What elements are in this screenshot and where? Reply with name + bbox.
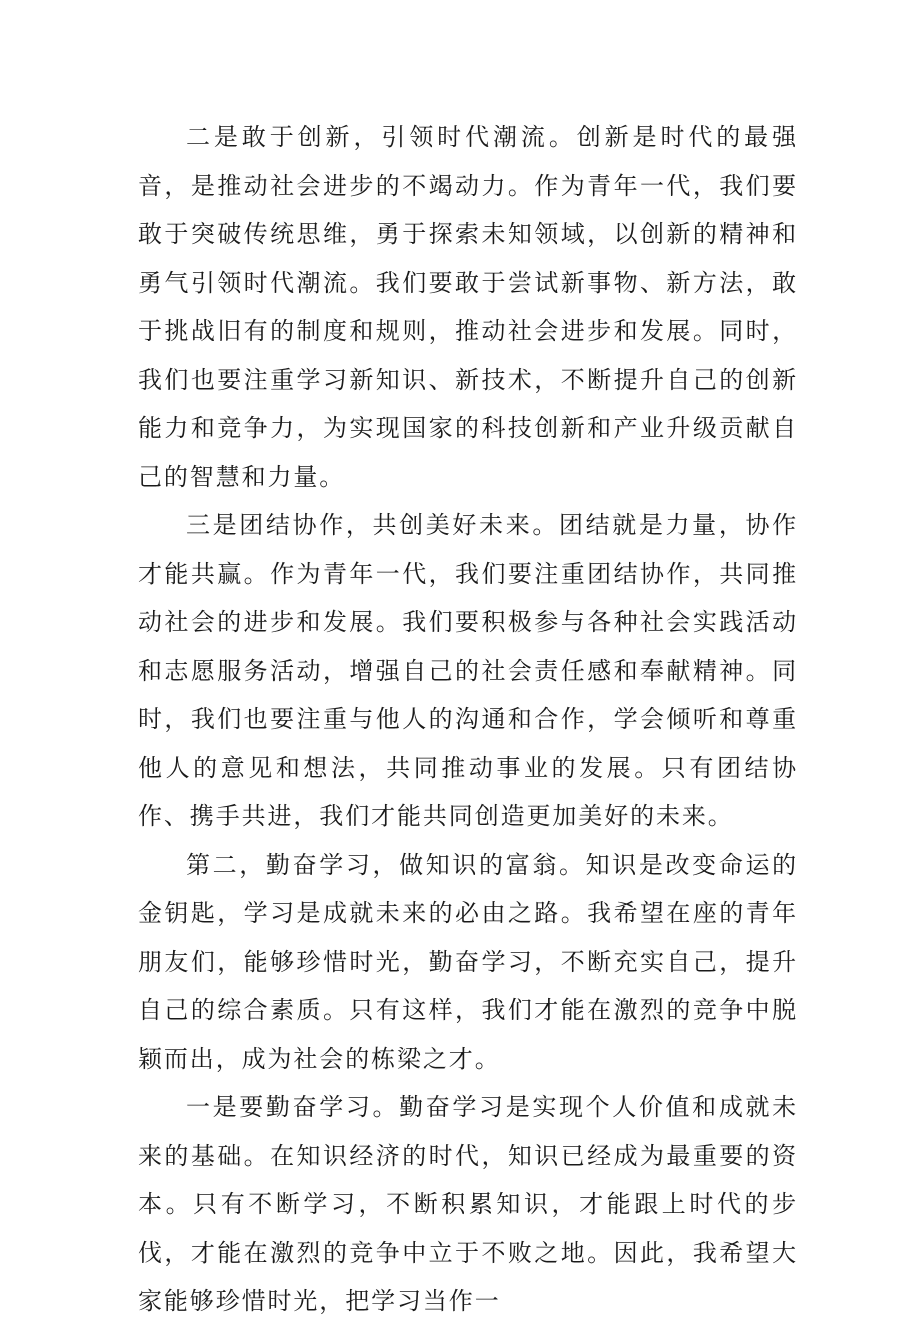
- paragraph-innovation: 二是敢于创新，引领时代潮流。创新是时代的最强音，是推动社会进步的不竭动力。作为青年一代，我们要敢于突破传统思维，勇于探索未知领域，以创新的精神和勇气引领时代潮流。我们要敢于尝试新事物、新方法，敢于挑战旧有的制度和规则，推动社会进步和发展。同时，我们也要注重学习新知识、新技术，不断提升自己的创新能力和竞争力，为实现国家的科技创新和产业升级贡献自己的智慧和力量。: [138, 123, 798, 491]
- document-body: [138, 113, 798, 1326]
- paragraph-diligent-study: 第二，勤奋学习，做知识的富翁。知识是改变命运的金钥匙，学习是成就未来的必由之路。我希望在座的青年朋友们，能够珍惜时光，勤奋学习，不断充实自己，提升自己的综合素质。只有这样，我们才能在激烈的竞争中脱颖而出，成为社会的栋梁之才。: [138, 850, 798, 1073]
- paragraph-teamwork: 三是团结协作，共创美好未来。团结就是力量，协作才能共赢。作为青年一代，我们要注重团结协作，共同推动社会的进步和发展。我们要积极参与各种社会实践活动和志愿服务活动，增强自己的社会责任感和奉献精神。同时，我们也要注重与他人的沟通和合作，学会倾听和尊重他人的意见和想法，共同推动事业的发展。只有团结协作、携手共进，我们才能共同创造更加美好的未来。: [138, 511, 798, 830]
- paragraph-study-hard: 一是要勤奋学习。勤奋学习是实现个人价值和成就未来的基础。在知识经济的时代，知识已经成为最重要的资本。只有不断学习，不断积累知识，才能跟上时代的步伐，才能在激烈的竞争中立于不败之地。因此，我希望大家能够珍惜时光，把学习当作一: [138, 1093, 798, 1315]
